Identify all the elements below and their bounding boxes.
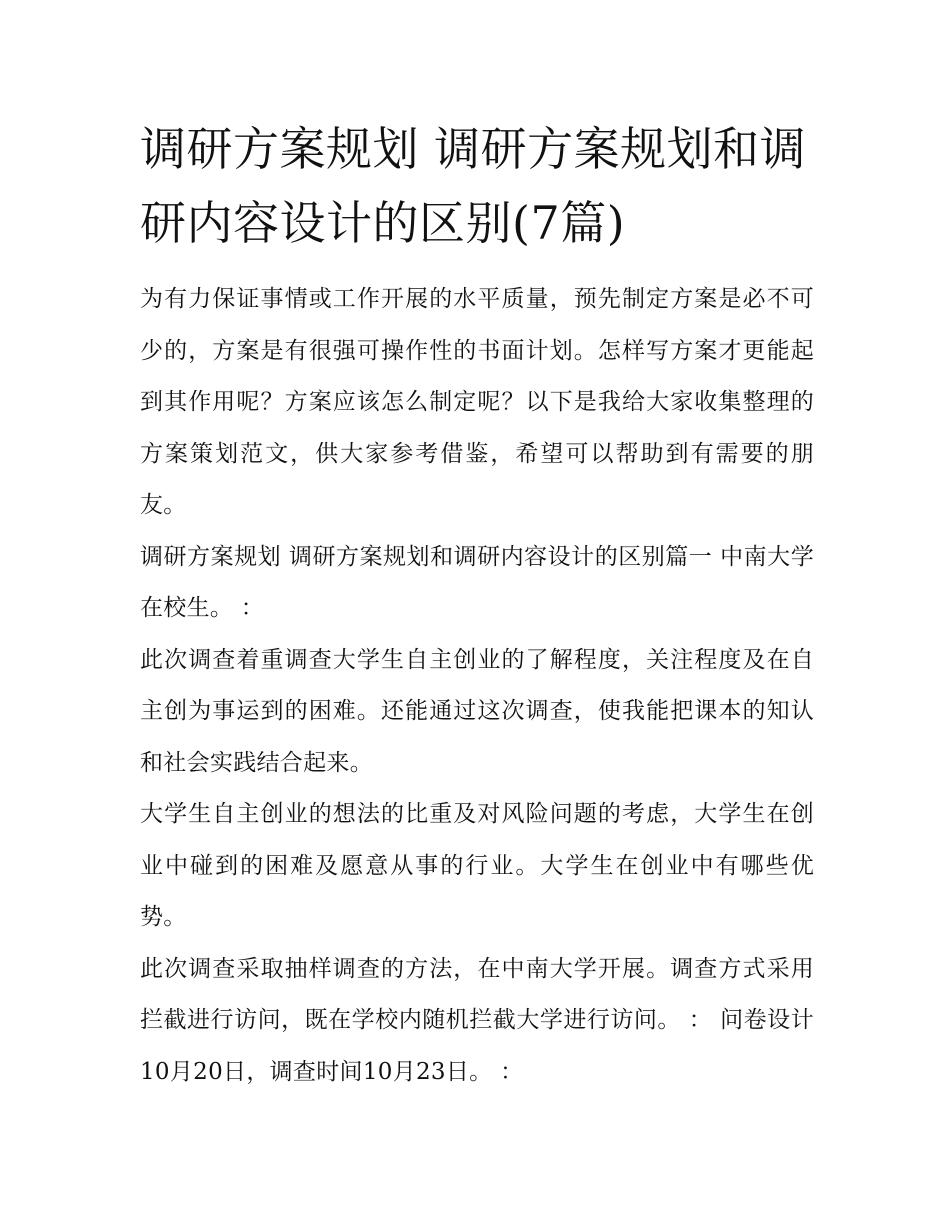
paragraph-method: 此次调查采取抽样调查的方法，在中南大学开展。调查方式采用拦截进行访问，既在学校内随机拦截大学进行访问。 ： 问卷设计10月20日，调查时间10月23日。 ：	[140, 955, 814, 1085]
paragraph-purpose: 此次调查着重调查大学生自主创业的了解程度，关注程度及在自主创为事运到的困难。还能通过这次调查，使我能把课本的知认和社会实践结合起来。	[140, 646, 814, 776]
paragraph-section-heading: 调研方案规划 调研方案规划和调研内容设计的区别篇一 中南大学在校生。 ：	[140, 543, 814, 621]
document-title: 调研方案规划 调研方案规划和调研内容设计的区别(7篇)	[140, 122, 807, 250]
paragraph-content: 大学生自主创业的想法的比重及对风险问题的考虑，大学生在创业中碰到的困难及愿意从事的行业。大学生在创业中有哪些优势。	[140, 801, 814, 930]
paragraph-intro: 为有力保证事情或工作开展的水平质量，预先制定方案是必不可少的，方案是有很强可操作性的书面计划。怎样写方案才更能起到其作用呢？方案应该怎么制定呢？以下是我给大家收集整理的方案策划范文，供大家参考借鉴，希望可以帮助到有需要的朋友。	[140, 286, 814, 518]
document-page	[140, 112, 814, 1098]
